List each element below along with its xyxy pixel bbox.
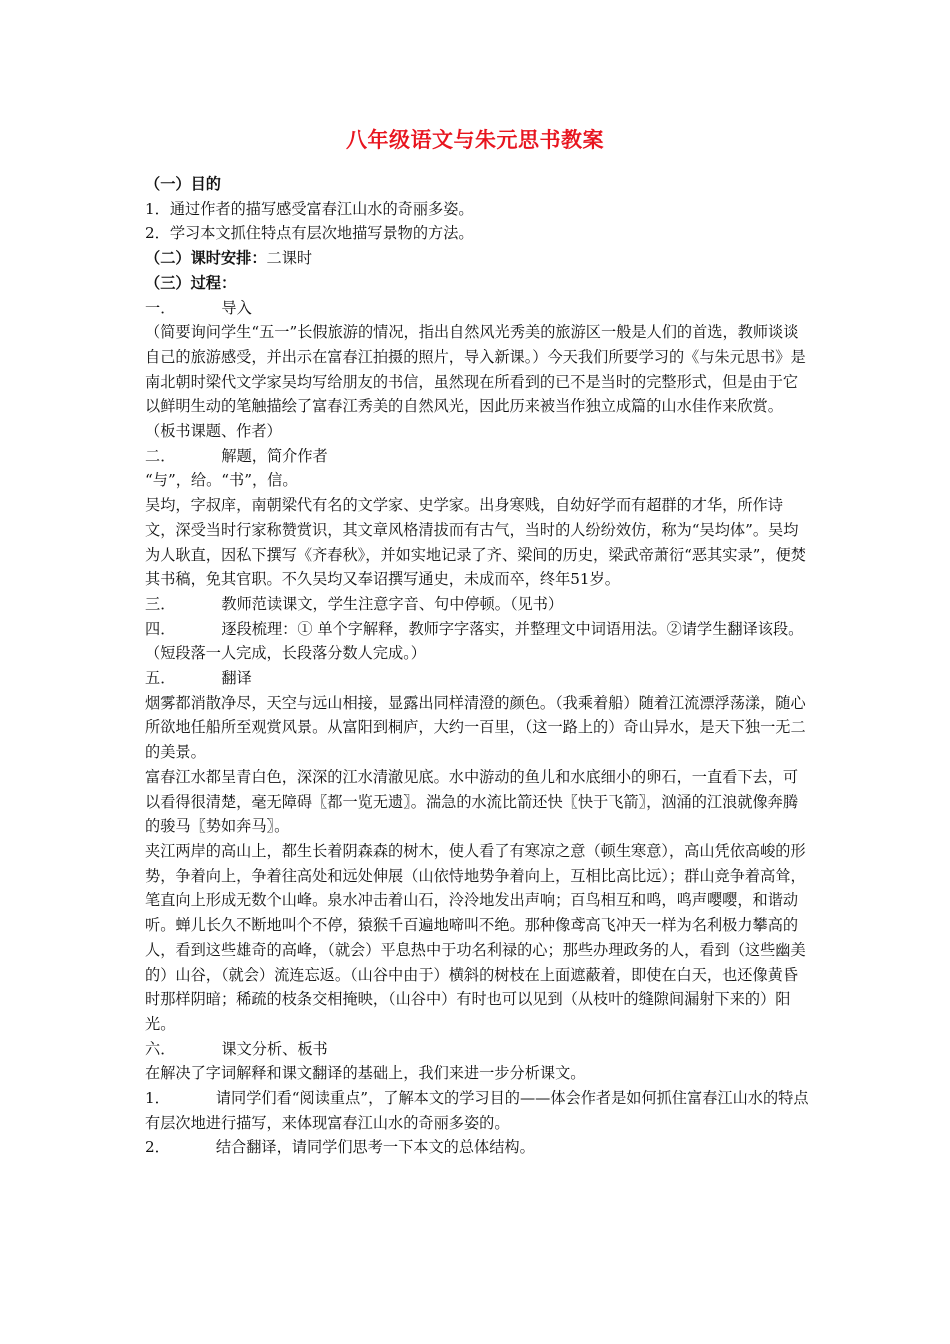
section-heading-purpose: （一）目的 bbox=[145, 175, 221, 193]
step-text: 教师范读课文，学生注意字音、句中停顿。（见书） bbox=[221, 594, 564, 613]
question-item-2 bbox=[145, 1135, 813, 1160]
step-number: 四． bbox=[145, 619, 176, 638]
step-number: 五． bbox=[145, 669, 176, 688]
step-title: 翻译 bbox=[221, 669, 252, 688]
author-paragraph: 吴均，字叔庠，南朝梁代有名的文学家、史学家。出身寒贱，自幼好学而有超群的才华，所作诗文，深受当时行家称赞赏识，其文章风格清拔而有古气，当时的人纷纷效仿，称为“吴均体”。吴均为人耿直，因私下撰写《齐春秋》，并如实地记录了齐、梁间的历史，梁武帝萧衍“恶其实录”，便焚其书稿，免其官职。不久吴均又奉诏撰写通史，未成而卒，终年51岁。 bbox=[145, 496, 806, 589]
translation-paragraph-1: 烟雾都消散净尽，天空与远山相接，显露出同样清澄的颜色。（我乘着船）随着江流漂浮荡漾，随心所欲地任船所至观赏风景。从富阳到桐庐，大约一百里，（这一路上的）奇山异水，是天下独一无二的美景。 bbox=[145, 693, 806, 762]
step-text: 逐段梳理：① 单个字解释，教师字字落实，并整理文中词语用法。②请学生翻译该段。（短段落一人完成，长段落分数人完成。） bbox=[145, 619, 804, 663]
goal-item-2: 2．学习本文抓住特点有层次地描写景物的方法。 bbox=[145, 224, 474, 243]
step-heading-author bbox=[145, 444, 813, 469]
section-schedule bbox=[145, 246, 813, 271]
step-title: 课文分析、板书 bbox=[221, 1039, 328, 1058]
analysis-intro: 在解决了字词解释和课文翻译的基础上，我们来进一步分析课文。 bbox=[145, 1064, 586, 1083]
step-heading-intro bbox=[145, 296, 813, 321]
goal-item-1: 1．通过作者的描写感受富春江山水的奇丽多姿。 bbox=[145, 199, 474, 218]
step-number: 一． bbox=[145, 298, 176, 317]
step-number: 二． bbox=[145, 446, 176, 465]
step-title: 导入 bbox=[221, 298, 252, 317]
step-number: 三． bbox=[145, 594, 176, 613]
translation-paragraph-2: 富春江水都呈青白色，深深的江水清澈见底。水中游动的鱼儿和水底细小的卵石，一直看下去，可以看得很清楚，毫无障碍〖都一览无遗〗。湍急的水流比箭还快〖快于飞箭〗，汹涌的江浪就像奔腾的骏马〖势如奔马〗。 bbox=[145, 767, 799, 836]
step-heading-reading bbox=[145, 592, 813, 617]
section-heading-process: （三）过程： bbox=[145, 273, 237, 292]
blackboard-note: （板书课题、作者） bbox=[145, 422, 282, 441]
step-title: 解题，简介作者 bbox=[221, 446, 328, 465]
document-title: 八年级语文与朱元思书教案 bbox=[346, 128, 604, 152]
document-body bbox=[145, 172, 813, 1160]
schedule-value: 二课时 bbox=[266, 249, 313, 268]
step-heading-analysis bbox=[145, 1037, 813, 1062]
question-item-1 bbox=[145, 1086, 813, 1135]
question-number: 1． bbox=[145, 1089, 170, 1108]
step-heading-review bbox=[145, 617, 813, 666]
step-number: 六． bbox=[145, 1039, 176, 1058]
question-text: 结合翻译，请同学们思考一下本文的总体结构。 bbox=[215, 1138, 535, 1157]
question-text: 请同学们看“阅读重点”，了解本文的学习目的——体会作者是如何抓住富春江山水的特点有层次地进行描写，来体现富春江山水的奇丽多姿的。 bbox=[145, 1089, 809, 1132]
question-number: 2． bbox=[145, 1138, 170, 1157]
intro-paragraph: （简要询问学生“五一”长假旅游的情况，指出自然风光秀美的旅游区一般是人们的首选，教师谈谈自己的旅游感受，并出示在富春江拍摄的照片，导入新课。）今天我们所要学习的《与朱元思书》是南北朝时梁代文学家吴均写给朋友的书信，虽然现在所看到的已不是当时的完整形式，但是由于它以鲜明生动的笔触描绘了富春江秀美的自然风光，因此历来被当作独立成篇的山水佳作来欣赏。 bbox=[145, 323, 806, 416]
schedule-label: （二）课时安排： bbox=[145, 249, 267, 268]
title-explanation: “与”，给。“书”，信。 bbox=[145, 471, 298, 490]
translation-paragraph-3: 夹江两岸的高山上，都生长着阴森森的树木，使人看了有寒凉之意（顿生寒意），高山凭依高峻的形势，争着向上，争着往高处和远处伸展（山依恃地势争着向上，互相比高比远）；群山竞争着高耸，笔直向上形成无数个山峰。泉水冲击着山石，泠泠地发出声响；百鸟相互和鸣，鸣声嘤嘤，和谐动听。蝉儿长久不断地叫个不停，猿猴千百遍地啼叫不绝。那种像鸢高飞冲天一样为名利极力攀高的人，看到这些雄奇的高峰，（就会）平息热中于功名利禄的心；那些办理政务的人，看到（这些幽美的）山谷，（就会）流连忘返。（山谷中由于）横斜的树枝在上面遮蔽着，即使在白天，也还像黄昏时那样阴暗；稀疏的枝条交相掩映，（山谷中）有时也可以见到（从枝叶的缝隙间漏射下来的）阳光。 bbox=[145, 841, 806, 1033]
step-heading-translation bbox=[145, 666, 813, 691]
